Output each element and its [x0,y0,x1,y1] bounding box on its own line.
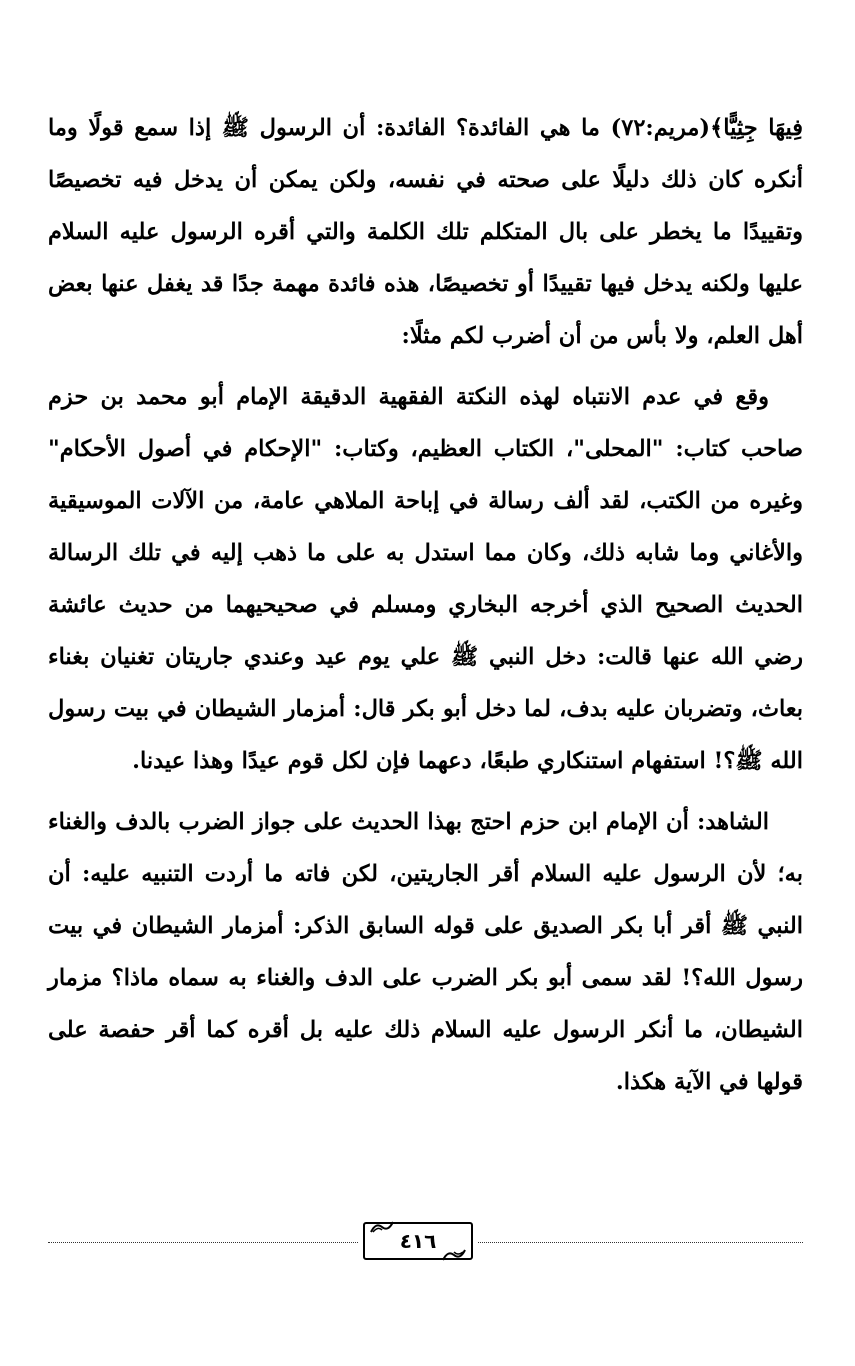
frame-ornament-icon [370,1220,394,1234]
page-number: ٤١٦ [399,1229,437,1253]
paragraph-2: وقع في عدم الانتباه لهذه النكتة الفقهية الدقيقة الإمام أبو محمد بن حزم صاحب كتاب: "المحلى"، الكتاب العظيم، وكتاب: "الإحكام في أصول الأحكام" وغيره من الكتب، لقد ألف رسالة في إباحة الملاهي عامة، من الآلات الموسيقية والأغاني وما شابه ذلك، وكان مما استدل به على ما ذهب إليه في تلك الرسالة الحديث الصحيح الذي أخرجه البخاري ومسلم في صحيحيهما من حديث عائشة رضي الله عنها قالت: دخل النبي ﷺ علي يوم عيد وعندي جاريتان تغنيان بغناء بعاث، وتضربان عليه بدف، لما دخل أبو بكر قال: أمزمار الشيطان في بيت رسول الله ﷺ؟! استفهام استنكاري طبعًا، دعهما فإن لكل قوم عيدًا وهذا عيدنا. [48,384,803,774]
footer-dotted-rule-left [48,1242,358,1243]
page-footer [48,1222,803,1262]
frame-ornament-icon [442,1248,466,1262]
footer-dotted-rule-right [478,1242,803,1243]
paragraph-3: الشاهد: أن الإمام ابن حزم احتج بهذا الحديث على جواز الضرب بالدف والغناء به؛ لأن الرسول عليه السلام أقر الجاريتين، لكن فاته ما أردت التنبيه عليه: أن النبي ﷺ أقر أبا بكر الصديق على قوله السابق الذكر: أمزمار الشيطان في بيت رسول الله؟! لقد سمى أبو بكر الضرب على الدف والغناء به سماه ماذا؟ مزمار الشيطان، ما أنكر الرسول عليه السلام ذلك عليه بل أقره كما أقر حفصة على قولها في الآية هكذا. [48,809,803,1095]
paragraph-1: فِيهَا جِثِيًّا﴾(مريم:٧٢) ما هي الفائدة؟ الفائدة: أن الرسول ﷺ إذا سمع قولًا وما أنكره كان ذلك دليلًا على صحته في نفسه، ولكن يمكن أن يدخل فيه تخصيصًا وتقييدًا ما يخطر على بال المتكلم تلك الكلمة والتي أقره الرسول عليه السلام عليها ولكنه يدخل فيها تقييدًا أو تخصيصًا، هذه فائدة مهمة جدًا قد يغفل عنها بعض أهل العلم، ولا بأس من أن أضرب لكم مثلًا: [48,115,803,349]
page-body [48,102,803,1108]
